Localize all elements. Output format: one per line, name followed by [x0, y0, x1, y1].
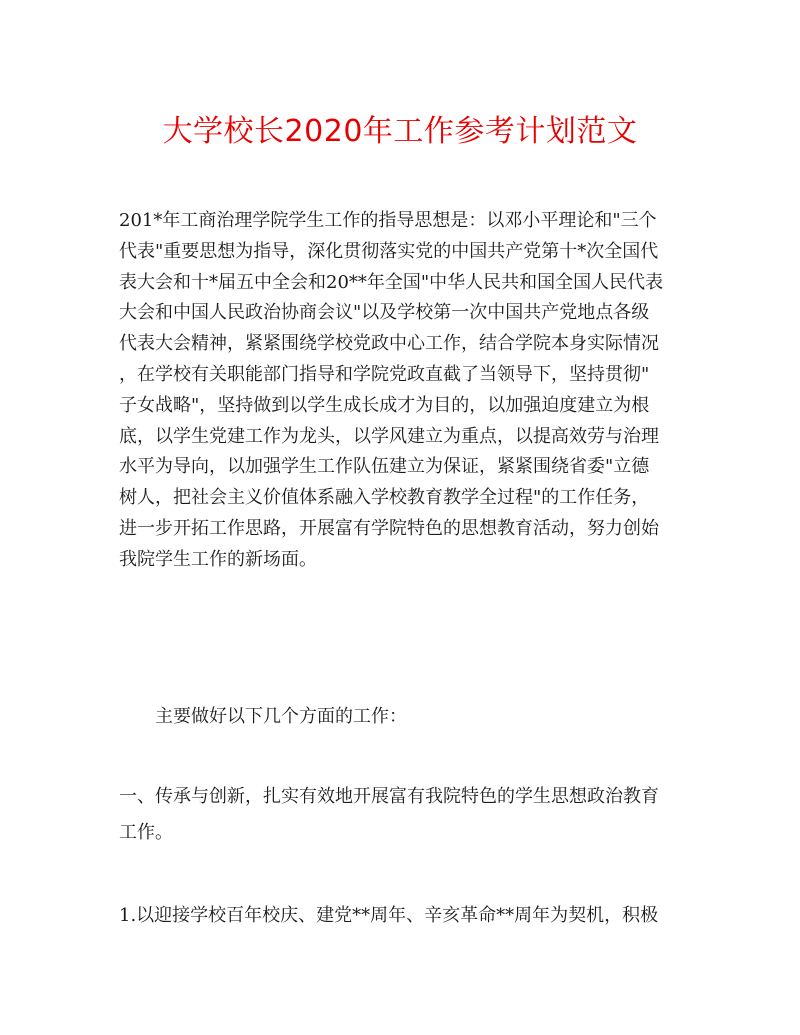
intro-line: 大会和中国人民政治协商会议"以及学校第一次中国共产党地点各级	[119, 302, 650, 324]
intro-paragraph	[119, 206, 679, 576]
intro-line: 代表大会精神，紧紧围绕学校党政中心工作，结合学院本身实际情况	[119, 333, 659, 355]
document-title: 大学校长2020年工作参考计划范文	[162, 114, 638, 149]
intro-line: 表大会和十*届五中全会和20**年全国"中华人民共和国全国人民代表	[119, 271, 664, 293]
intro-line: 代表"重要思想为指导，深化贯彻落实党的中国共产党第十*次全国代	[119, 240, 659, 262]
sub-intro-paragraph: 主要做好以下几个方面的工作：	[155, 706, 407, 727]
section-one-heading	[119, 779, 679, 851]
intro-line: 我院学生工作的新场面。	[119, 548, 317, 570]
intro-line: 进一步开拓工作思路，开展富有学院特色的思想教育活动，努力创始	[119, 517, 659, 539]
intro-line: 水平为导向，以加强学生工作队伍建立为保证，紧紧围绕省委"立德	[119, 456, 650, 478]
intro-line: 子女战略"，坚持做到以学生成长成才为目的，以加强迫度建立为根	[119, 394, 650, 416]
intro-line: ，在学校有关职能部门指导和学院党政直截了当领导下，坚持贯彻"	[119, 363, 650, 385]
intro-line: 树人，把社会主义价值体系融入学校教育教学全过程"的工作任务，	[119, 487, 650, 509]
intro-line: 201*年工商治理学院学生工作的指导思想是：以邓小平理论和"三个	[119, 210, 657, 231]
section-heading-line: 一、传承与创新，扎实有效地开展富有我院特色的学生思想政治教育	[119, 786, 659, 807]
item-one-paragraph: 1.以迎接学校百年校庆、建党**周年、辛亥革命**周年为契机，积极	[119, 905, 659, 926]
intro-line: 底，以学生党建工作为龙头，以学风建立为重点，以提高效劳与治理	[119, 425, 659, 447]
section-heading-line: 工作。	[119, 822, 173, 843]
